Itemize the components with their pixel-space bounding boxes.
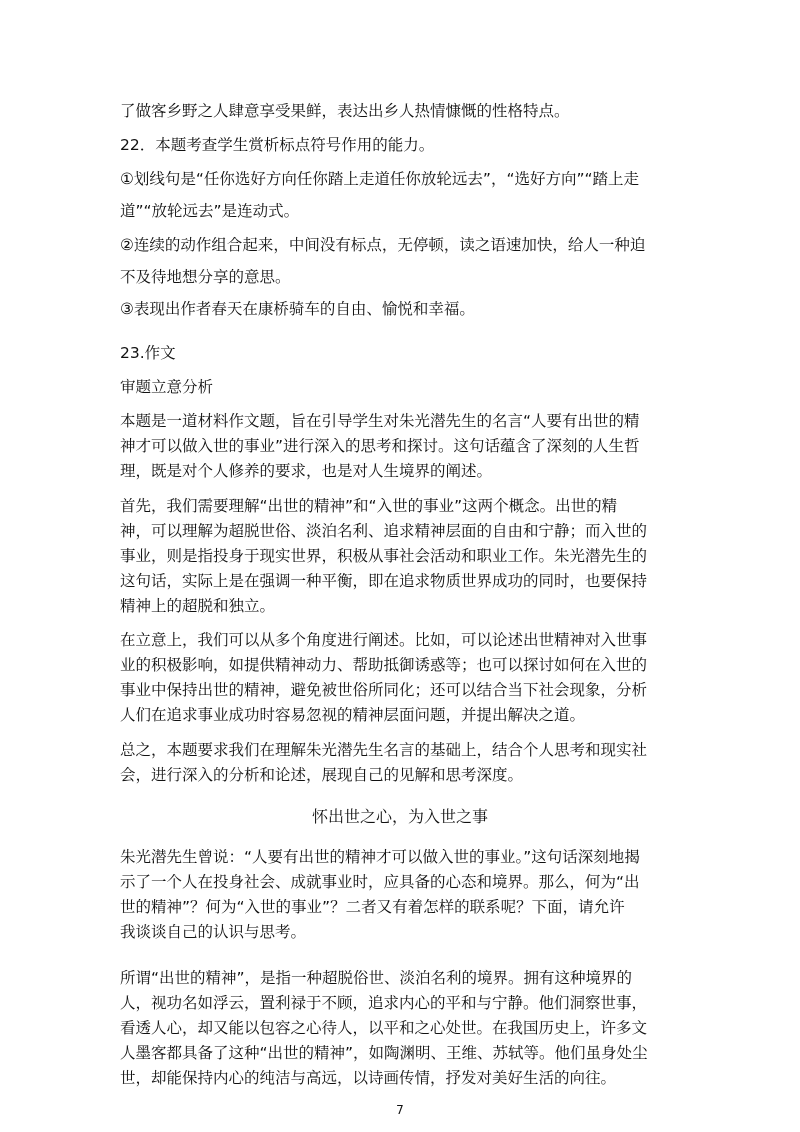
text-line: 业的积极影响，如提供精神动力、帮助抵御诱惑等；也可以探讨如何在入世的 bbox=[120, 656, 648, 674]
text-line: 所谓“出世的精神”，是指一种超脱俗世、淡泊名利的境界。拥有这种境界的 bbox=[120, 969, 633, 987]
text-line: 事业中保持出世的精神，避免被世俗所同化；还可以结合当下社会现象，分析 bbox=[120, 681, 648, 699]
text-line: ②连续的动作组合起来，中间没有标点，无停顿，读之语速加快，给人一种迫 bbox=[120, 236, 646, 254]
text-line: 朱光潜先生曾说：“人要有出世的精神才可以做入世的事业。”这句话深刻地揭 bbox=[120, 848, 640, 866]
text-line: 我谈谈自己的认识与思考。 bbox=[120, 923, 307, 941]
text-line: ③表现出作者春天在康桥骑车的自由、愉悦和幸福。 bbox=[120, 300, 475, 318]
page-number: 7 bbox=[396, 1103, 404, 1117]
text-line: 总之，本题要求我们在理解朱光潜先生名言的基础上，结合个人思考和现实社 bbox=[120, 741, 648, 759]
text-line: 世的精神”？何为“入世的事业”？二者又有着怎样的联系呢？下面，请允许 bbox=[120, 898, 625, 916]
text-line: 人墨客都具备了这种“出世的精神”，如陶渊明、王维、苏轼等。他们虽身处尘 bbox=[120, 1044, 648, 1062]
text-line: 精神上的超脱和独立。 bbox=[120, 597, 276, 615]
text-line: 这句话，实际上是在强调一种平衡，即在追求物质世界成功的同时，也要保持 bbox=[120, 572, 648, 590]
text-line: 理，既是对个人修养的要求，也是对人生境界的阐述。 bbox=[120, 462, 493, 480]
text-line: 人，视功名如浮云，置利禄于不顾，追求内心的平和与宁静。他们洞察世事， bbox=[120, 994, 648, 1012]
text-line: 示了一个人在投身社会、成就事业时，应具备的心态和境界。那么，何为“出 bbox=[120, 873, 640, 891]
section-heading: 审题立意分析 bbox=[120, 378, 214, 396]
text-line: 人们在追求事业成功时容易忽视的精神层面问题，并提出解决之道。 bbox=[120, 706, 586, 724]
question-23-heading: 23.作文 bbox=[120, 344, 176, 362]
text-line: 神才可以做入世的事业”进行深入的思考和探讨。这句话蕴含了深刻的人生哲 bbox=[120, 437, 640, 455]
text-line: 在立意上，我们可以从多个角度进行阐述。比如，可以论述出世精神对入世事 bbox=[120, 631, 648, 649]
text-line: ①划线句是“任你选好方向任你踏上走道任你放轮远去”，“选好方向”“踏上走 bbox=[120, 170, 640, 188]
question-22-heading: 22．本题考查学生赏析标点符号作用的能力。 bbox=[120, 136, 435, 154]
text-line: 不及待地想分享的意思。 bbox=[120, 268, 291, 286]
text-line: 了做客乡野之人肆意享受果鲜，表达出乡人热情慷慨的性格特点。 bbox=[120, 102, 570, 120]
text-line: 本题是一道材料作文题，旨在引导学生对朱光潜先生的名言“人要有出世的精 bbox=[120, 412, 640, 430]
text-line: 首先，我们需要理解“出世的精神”和“入世的事业”这两个概念。出世的精 bbox=[120, 497, 618, 515]
text-line: 事业，则是指投身于现实世界，积极从事社会活动和职业工作。朱光潜先生的 bbox=[120, 547, 648, 565]
text-line: 世，却能保持内心的纯洁与高远，以诗画传情，抒发对美好生活的向往。 bbox=[120, 1069, 617, 1087]
text-line: 会，进行深入的分析和论述，展现自己的见解和思考深度。 bbox=[120, 766, 524, 784]
text-line: 神，可以理解为超脱世俗、淡泊名利、追求精神层面的自由和宁静；而入世的 bbox=[120, 522, 648, 540]
text-line: 看透人心，却又能以包容之心待人，以平和之心处世。在我国历史上，许多文 bbox=[120, 1019, 648, 1037]
text-line: 道”“放轮远去”是连动式。 bbox=[120, 202, 300, 220]
essay-title: 怀出世之心，为入世之事 bbox=[311, 807, 488, 826]
